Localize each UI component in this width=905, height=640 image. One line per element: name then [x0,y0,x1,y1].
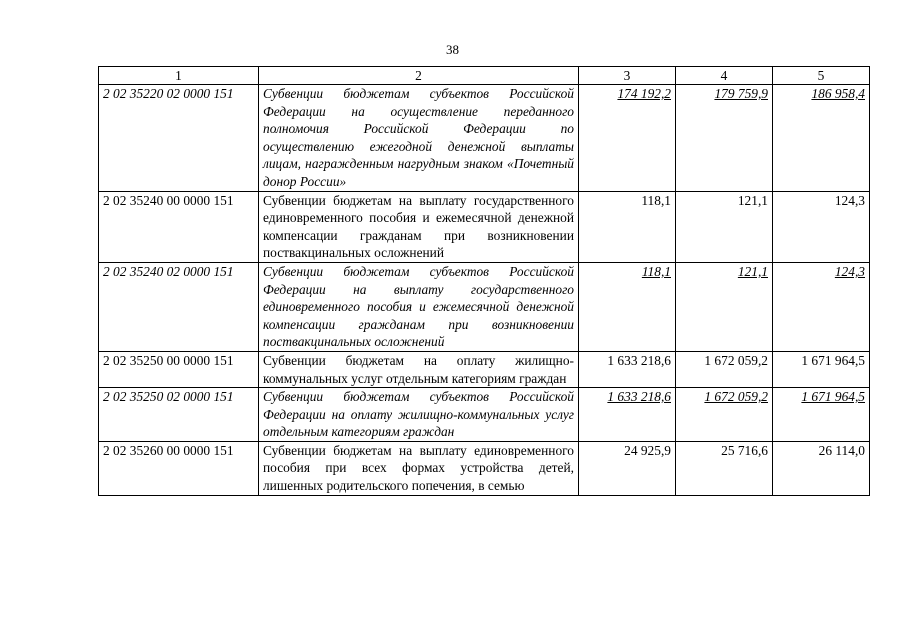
value-col-4: 1 672 059,2 [676,351,773,387]
table-header-row [99,67,870,85]
table-row [99,351,870,387]
row-description: Субвенции бюджетам на выплату единовременного пособия при всех формах устройства детей, лишенных родительского попечения, в семью [259,441,579,495]
row-description: Субвенции бюджетам субъектов Российской Федерации на оплату жилищно-коммунальных услуг отдельным категориям граждан [259,388,579,442]
value-col-5: 124,3 [773,191,870,262]
value-col-3: 24 925,9 [579,441,676,495]
value-col-3: 174 192,2 [579,85,676,192]
row-description: Субвенции бюджетам субъектов Российской Федерации на выплату государственного единовременного пособия и ежемесячной денежной компенсации гражданам при возникновении поствакцинальных осложнений [259,262,579,351]
table-row [99,191,870,262]
table-row [99,388,870,442]
budget-code: 2 02 35250 00 0000 151 [99,351,259,387]
value-col-4: 1 672 059,2 [676,388,773,442]
budget-code: 2 02 35220 02 0000 151 [99,85,259,192]
value-col-5: 124,3 [773,262,870,351]
column-header-4: 4 [676,67,773,85]
row-description: Субвенции бюджетам на выплату государственного единовременного пособия и ежемесячной денежной компенсации гражданам при возникновении поствакцинальных осложнений [259,191,579,262]
value-col-5: 26 114,0 [773,441,870,495]
value-col-3: 118,1 [579,191,676,262]
value-col-4: 121,1 [676,262,773,351]
column-header-2: 2 [259,67,579,85]
table-row [99,441,870,495]
value-col-5: 1 671 964,5 [773,388,870,442]
budget-code: 2 02 35240 02 0000 151 [99,262,259,351]
value-col-4: 25 716,6 [676,441,773,495]
row-description: Субвенции бюджетам на оплату жилищно-коммунальных услуг отдельным категориям граждан [259,351,579,387]
budget-code: 2 02 35250 02 0000 151 [99,388,259,442]
value-col-5: 186 958,4 [773,85,870,192]
value-col-4: 179 759,9 [676,85,773,192]
value-col-3: 1 633 218,6 [579,388,676,442]
value-col-4: 121,1 [676,191,773,262]
column-header-1: 1 [99,67,259,85]
table-row [99,85,870,192]
budget-table [98,66,870,496]
row-description: Субвенции бюджетам субъектов Российской Федерации на осуществление переданного полномочия Российской Федерации по осуществлению ежегодной денежной выплаты лицам, награжденным нагрудным знаком «Почетный донор России» [259,85,579,192]
budget-code: 2 02 35240 00 0000 151 [99,191,259,262]
table-row [99,262,870,351]
value-col-3: 1 633 218,6 [579,351,676,387]
page-number: 38 [446,42,459,57]
value-col-3: 118,1 [579,262,676,351]
budget-code: 2 02 35260 00 0000 151 [99,441,259,495]
column-header-5: 5 [773,67,870,85]
value-col-5: 1 671 964,5 [773,351,870,387]
column-header-3: 3 [579,67,676,85]
